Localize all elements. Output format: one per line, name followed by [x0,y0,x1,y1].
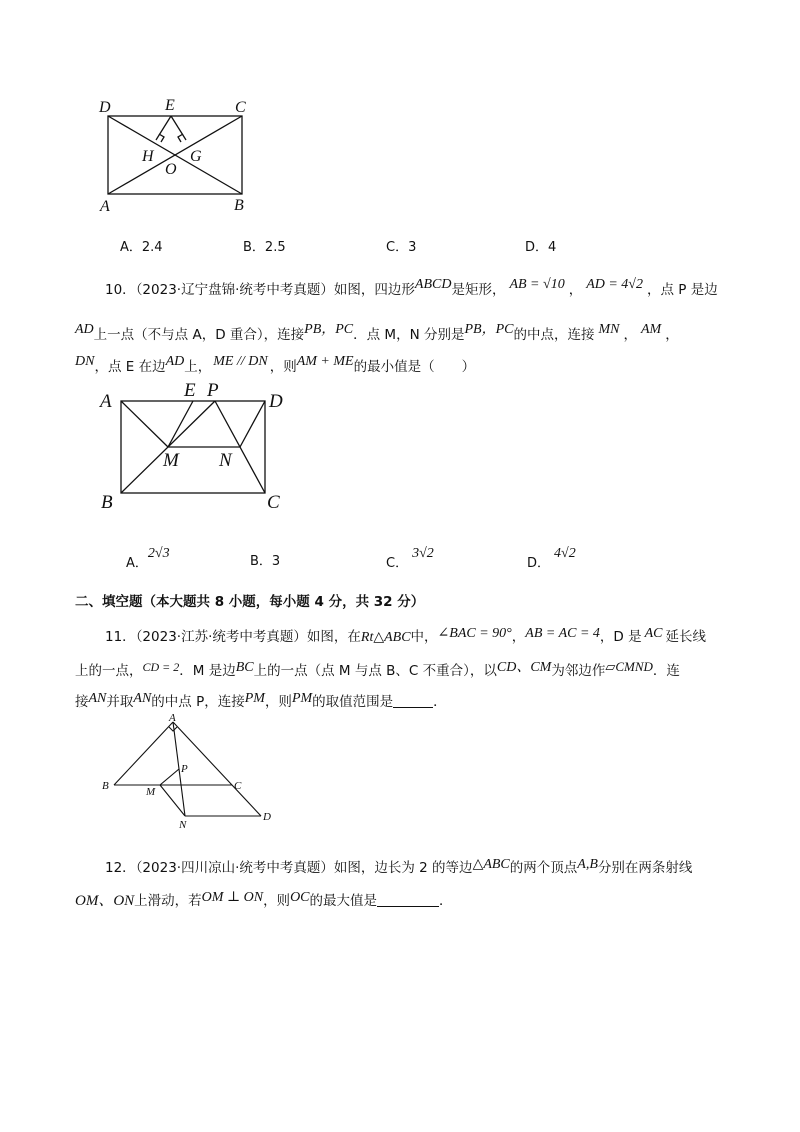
label-p: P [207,380,219,401]
q10-option-d[interactable]: D．4√2 [527,546,576,571]
figure-q11-triangle [95,710,285,835]
segment-ab [114,722,173,785]
q9-option-b[interactable]: B．2.5 [243,240,286,255]
label-m: M [146,786,156,798]
label-c: C [234,780,242,792]
label-d: D [99,99,111,116]
q11-line-1: 11．（2023·江苏·统考中考真题）如图，在Rt△ABC中，∠BAC = 90°，AB = AC = 4，D 是 AC 延长线 [105,626,706,645]
right-angle-g [178,134,183,142]
question-number: 10． [105,282,136,298]
label-e: E [165,97,175,114]
q12-line-2: OM、ON上滑动，若OM ⊥ ON，则OC的最大值是 ． [75,890,453,909]
q11-line-2: 上的一点，CD = 2．M 是边BC上的一点（点 M 与点 B、C 不重合），以CD、CM为邻边作▱CMND．连 [75,659,680,679]
label-a: A [100,198,110,215]
q10-option-b[interactable]: B．3 [250,554,281,569]
segment-me [168,401,193,447]
label-c: C [267,492,280,513]
label-d: D [269,391,283,412]
label-a: A [100,391,112,412]
q10-line-2: AD上一点（不与点 A，D 重合），连接PB，PC．点 M，N 分别是PB，PC的中点，连接 MN ， AM ， [75,322,679,343]
segment-pm [160,769,179,785]
label-h: H [142,148,154,165]
label-p: P [181,763,188,775]
label-m: M [163,450,179,471]
label-n: N [179,819,187,831]
q10-option-a[interactable]: A．2√3 [126,546,170,571]
question-number: 12． [105,860,136,876]
q10-line-3: DN，点 E 在边AD上， ME // DN ，则AM + ME的最小值是（ ） [75,354,476,375]
q11-line-3: 接AN并取AN的中点 P，连接PM，则PM的取值范围是 ． [75,691,447,710]
label-g: G [190,148,202,165]
label-c: C [235,99,246,116]
section-heading-fill-in: 二、填空题（本大题共 8 小题，每小题 4 分，共 32 分） [75,594,425,610]
segment-am [121,401,168,447]
label-b: B [234,197,244,214]
label-b: B [102,780,109,792]
answer-blank[interactable] [377,892,439,907]
label-e: E [184,380,196,401]
q9-option-d[interactable]: D．4 [525,240,557,255]
q10-line-1: 10．（2023·辽宁盘锦·统考中考真题）如图，四边形ABCD是矩形， AB = √10 ， AD = 4√2 ，点 P 是边 [105,277,718,298]
label-n: N [219,450,232,471]
right-angle-a [169,727,177,731]
label-b: B [101,492,113,513]
q9-option-c[interactable]: C．3 [386,240,417,255]
q9-option-a[interactable]: A．2.4 [120,240,163,255]
right-angle-h [159,134,164,142]
label-a: A [169,712,176,724]
question-number: 11． [105,629,136,645]
q10-option-c[interactable]: C．3√2 [386,546,434,571]
label-d: D [263,811,271,823]
answer-blank[interactable] [393,693,433,708]
segment-dn [240,401,265,447]
figure-q9-rectangle [95,95,265,215]
figure-q10-rectangle [95,375,295,515]
q12-line-1: 12．（2023·四川凉山·统考中考真题）如图，边长为 2 的等边△ABC的两个顶点A,B分别在两条射线 [105,857,693,876]
label-o: O [165,161,177,178]
